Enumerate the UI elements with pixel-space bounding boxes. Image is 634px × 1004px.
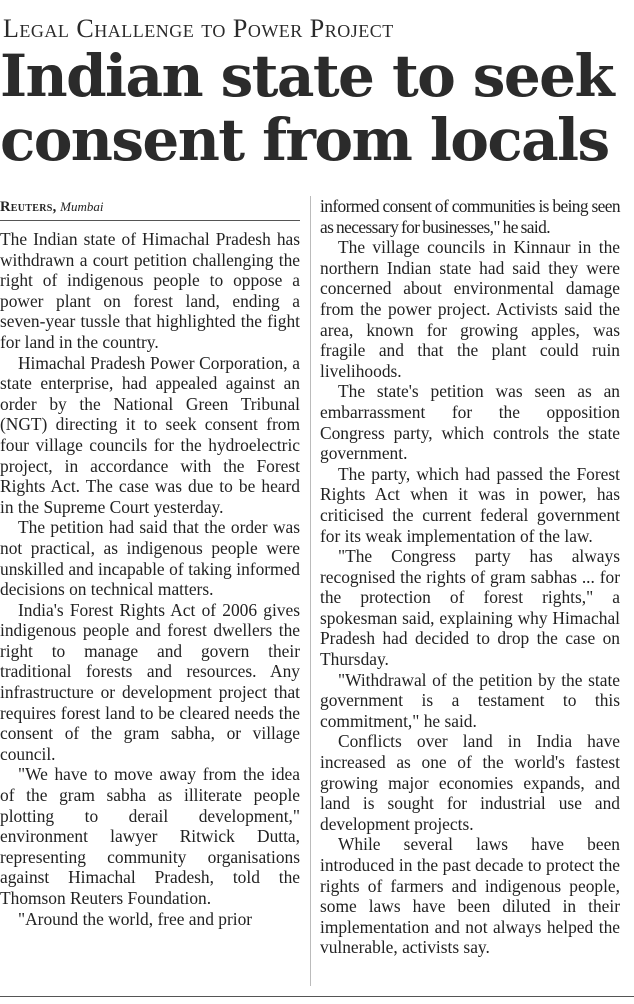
column-divider <box>310 196 311 986</box>
paragraph: The Indian state of Himachal Pradesh has withdrawn a court petition challenging the right of indigenous people to oppose a power plant on forest land, ending a seven-year tussle that highlighted the fight for land in the country. <box>0 229 300 352</box>
headline-line-2: consent from locals <box>0 106 609 174</box>
byline-agency: Reuters, <box>0 199 57 215</box>
paragraph: The village councils in Kinnaur in the northern Indian state had said they were concerned about environmental damage from the power project. Activists said the area, known for growing apples, was fragile and that the plant could ruin livelihoods. <box>320 237 620 381</box>
byline-place: Mumbai <box>60 199 104 214</box>
bottom-rule <box>0 996 634 997</box>
paragraph: informed consent of communities is being seen as necessary for businesses," he said. <box>320 196 620 237</box>
paragraph: The state's petition was seen as an embarrassment for the opposition Congress party, which controls the state government. <box>320 381 620 464</box>
article-kicker: Legal Challenge to Power Project <box>3 14 394 43</box>
paragraph: India's Forest Rights Act of 2006 gives indigenous people and forest dwellers the right to manage and govern their traditional forests and resources. Any infrastructure or development project that requires forest land to be cleared needs the consent of the gram sabha, or village council. <box>0 599 300 764</box>
article-column-right <box>320 196 620 958</box>
paragraph: "Withdrawal of the petition by the state government is a testament to this commitment," he said. <box>320 669 620 731</box>
article-column-left <box>0 196 300 929</box>
paragraph: Himachal Pradesh Power Corporation, a state enterprise, had appealed against an order by the National Green Tribunal (NGT) directing it to seek consent from four village councils for the hydroelectric project, in accordance with the Forest Rights Act. The case was due to be heard in the Supreme Court yesterday. <box>0 352 300 517</box>
paragraph: "The Congress party has always recognised the rights of gram sabhas ... for the protection of forest rights," a spokesman said, explaining why Himachal Pradesh had decided to drop the case on Thursday. <box>320 546 620 670</box>
paragraph: "Around the world, free and prior <box>18 908 253 929</box>
paragraph: While several laws have been introduced in the past decade to protect the rights of farmers and indigenous people, some laws have been diluted in their implementation and not always helped the vulnerable, activists say. <box>320 834 620 958</box>
paragraph: Conflicts over land in India have increased as one of the world's fastest growing major economies expands, and land is sought for industrial use and development projects. <box>320 731 620 834</box>
paragraph: The petition had said that the order was not practical, as indigenous people were unskilled and incapable of taking informed decisions on technical matters. <box>0 517 300 600</box>
article-headline <box>0 44 634 172</box>
paragraph: The party, which had passed the Forest Rights Act when it was in power, has criticised the current federal government for its weak implementation of the law. <box>320 463 620 546</box>
paragraph: "We have to move away from the idea of the gram sabha as illiterate people plotting to derail development," environment lawyer Ritwick Dutta, representing community organisations against Himachal Pradesh, told the Thomson Reuters Foundation. <box>0 764 300 908</box>
headline-line-1: Indian state to seek <box>0 42 614 110</box>
byline <box>0 196 300 221</box>
